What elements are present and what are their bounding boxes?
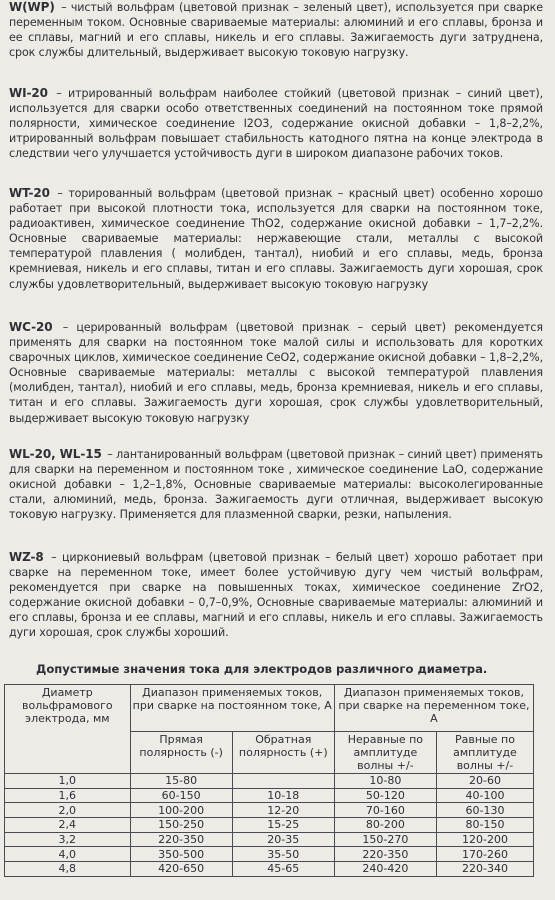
electrode-description: – лантанированный вольфрам (цветовой признак – синий цвет) применять для сварки на переменном и постоянном токе , химическое соединение LaO, содержание окисной добавки – 1,2–1,8%, Основные свариваемые материалы: высоколегированные стали, алюминий, медь, бронза. Зажигаемость дуги отличная, выдерживает высокую токовую нагрузку. Применяется для плазменной сварки, резки, напыления. (9, 448, 543, 522)
cell-direct: 15-80 (130, 774, 232, 789)
cell-unequal: 240-420 (334, 862, 436, 877)
cell-unequal: 150-270 (334, 832, 436, 847)
electrode-description: – итрированный вольфрам наиболее стойкий (цветовой признак – синий цвет), используется для сварки особо ответственных соединений на постоянном токе прямой полярности, химическое соединение I2O3, содержание окисной добавки – 1,8–2,2%, итрированный вольфрам повышает стабильность катодного пятна на конце электрода в следствии чего улучшается устойчивость дуги в широком диапазоне рабочих токов. (9, 87, 543, 161)
subheader-unequal: Неравные по амплитуде волны +/- (334, 732, 436, 774)
cell-diameter: 1,6 (5, 788, 131, 803)
cell-unequal: 80-200 (334, 818, 436, 833)
electrode-code: WT-20 (9, 186, 50, 200)
cell-diameter: 2,0 (5, 803, 131, 818)
cell-diameter: 3,2 (5, 832, 131, 847)
cell-equal: 170-260 (436, 847, 533, 862)
cell-direct: 350-500 (130, 847, 232, 862)
cell-equal: 80-150 (436, 818, 533, 833)
cell-direct: 100-200 (130, 803, 232, 818)
cell-diameter: 4,8 (5, 862, 131, 877)
cell-diameter: 4,0 (5, 847, 131, 862)
header-ac: Диапазон применяемых токов, при сварке на переменном токе, А (334, 685, 533, 732)
cell-unequal: 220-350 (334, 847, 436, 862)
cell-reverse: 15-25 (232, 818, 334, 833)
header-diameter: Диаметр вольфрамового электрода, мм (5, 685, 131, 774)
subheader-reverse: Обратная полярность (+) (232, 732, 334, 774)
cell-reverse (232, 774, 334, 789)
cell-direct: 420-650 (130, 862, 232, 877)
table-row (5, 788, 534, 803)
table-row (5, 832, 534, 847)
cell-equal: 220-340 (436, 862, 533, 877)
electrode-code: WI-20 (9, 86, 48, 100)
electrode-code: WC-20 (9, 320, 53, 334)
cell-unequal: 70-160 (334, 803, 436, 818)
cell-reverse: 12-20 (232, 803, 334, 818)
cell-direct: 60-150 (130, 788, 232, 803)
table-row (5, 818, 534, 833)
paragraph-wi20 (9, 86, 543, 161)
table-row (5, 803, 534, 818)
paragraph-wt20 (9, 186, 543, 292)
cell-reverse: 10-18 (232, 788, 334, 803)
cell-reverse: 35-50 (232, 847, 334, 862)
header-dc: Диапазон применяемых токов, при сварке на постоянном токе, А (130, 685, 334, 732)
cell-reverse: 20-35 (232, 832, 334, 847)
cell-diameter: 1,0 (5, 774, 131, 789)
cell-unequal: 10-80 (334, 774, 436, 789)
electrode-code: W(WP) (9, 0, 55, 14)
paragraph-wz8 (9, 550, 543, 641)
electrode-code: WZ-8 (9, 550, 44, 564)
subheader-direct: Прямая полярность (-) (130, 732, 232, 774)
electrode-description: – циркониевый вольфрам (цветовой признак – белый цвет) хорошо работает при сварке на переменном токе, имеет более устойчивую дугу чем чистый вольфрам, рекомендуется при сварке на повышенных токах, химическое соединение ZrO2, содержание окисной добавки – 0,7–0,9%, Основные свариваемые материалы: алюминий и его сплавы, бронза и ее сплавы, магний и его сплавы, никель и его сплавы. Зажигаемость дуги хорошая, срок службы хороший. (9, 551, 543, 640)
cell-equal: 60-130 (436, 803, 533, 818)
paragraph-wp (9, 0, 543, 60)
subheader-equal: Равные по амплитуде волны +/- (436, 732, 533, 774)
cell-equal: 120-200 (436, 832, 533, 847)
table-row (5, 862, 534, 877)
cell-equal: 20-60 (436, 774, 533, 789)
table-header-row (5, 685, 534, 732)
electrode-description: – чистый вольфрам (цветовой признак – зеленый цвет), используется при сварке переменным током. Основные свариваемые материалы: алюминий и его сплавы, бронза и ее сплавы, магний и его сплавы, никель и его сплавы. Зажигаемость дуги затруднена, срок службы длительный, выдерживает высокую токовую нагрузку. (9, 1, 543, 60)
table-title: Допустимые значения тока для электродов различного диаметра. (36, 662, 488, 676)
current-table (4, 684, 534, 877)
cell-reverse: 45-65 (232, 862, 334, 877)
cell-equal: 40-100 (436, 788, 533, 803)
paragraph-wc20 (9, 320, 543, 426)
paragraph-wl20 (9, 447, 543, 522)
cell-diameter: 2,4 (5, 818, 131, 833)
table-row (5, 774, 534, 789)
table-row (5, 847, 534, 862)
cell-direct: 150-250 (130, 818, 232, 833)
electrode-code: WL-20, WL-15 (9, 447, 102, 461)
cell-unequal: 50-120 (334, 788, 436, 803)
electrode-description: – церированный вольфрам (цветовой признак – серый цвет) рекомендуется применять для сварки на постоянном токе малой силы и использовать для коротких сварочных циклов, химическое соединение CeO2, содержание окисной добавки – 1,8–2,2%, Основные свариваемые материалы: металлы с высокой температурой плавления (молибден, тантал), ниобий и его сплавы, медь, бронза кремниевая, никель и его сплавы, титан и его сплавы. Зажигаемость дуги хорошая, срок службы удовлетворительный, выдерживает высокую токовую нагрузку (9, 321, 543, 425)
cell-direct: 220-350 (130, 832, 232, 847)
electrode-description: – торированный вольфрам (цветовой признак – красный цвет) особенно хорошо работает при высокой плотности тока, используется для сварки на постоянном токе, радиоактивен, химическое соединение ThO2, содержание окисной добавки – 1,7–2,2%. Основные свариваемые материалы: нержавеющие стали, металлы с высокой температурой плавления ( молибден, тантал), ниобий и его сплавы, медь, бронза кремниевая, никель и его сплавы, титан и его сплавы. Зажигаемость дуги хорошая, срок службы удовлетворительный, выдерживает высокую токовую нагрузку (9, 187, 543, 291)
